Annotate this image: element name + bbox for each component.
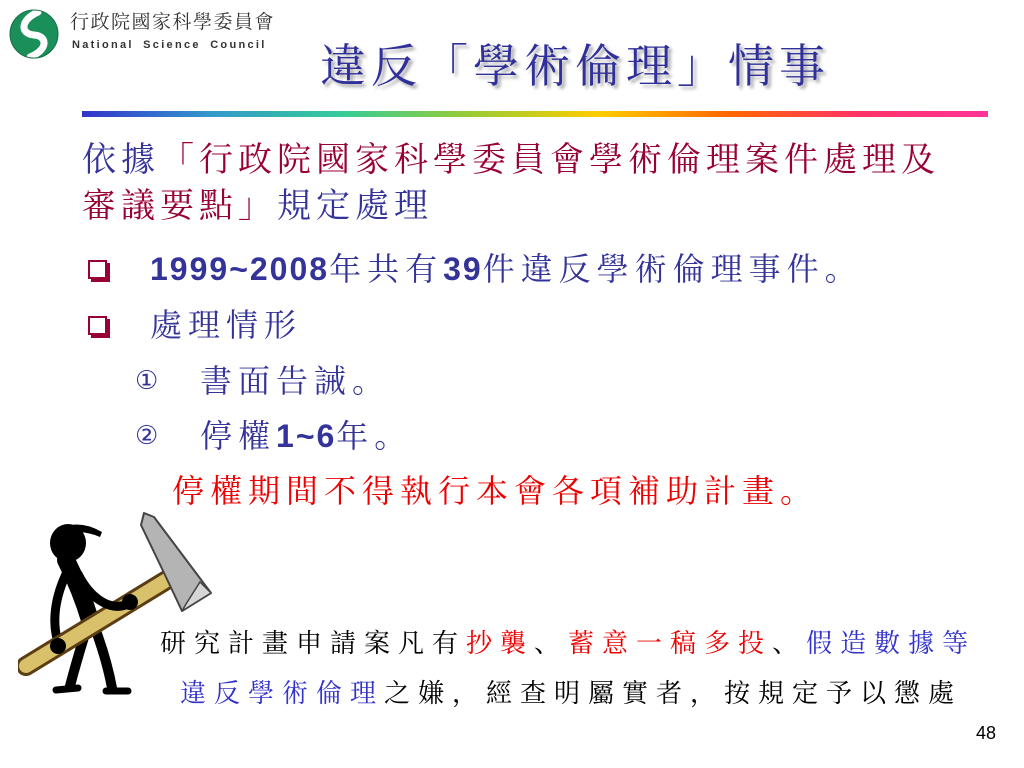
nsc-logo-icon <box>8 8 60 60</box>
square-bullet-icon <box>88 316 107 335</box>
org-name-en: National Science Council <box>72 39 267 51</box>
slide-title: 違反「學術倫理」情事 <box>320 39 830 93</box>
intro-segment: 依據 <box>82 140 160 180</box>
org-name-zh: 行政院國家科學委員會 <box>70 11 276 33</box>
statement-segment: 違反學術倫理 <box>180 679 385 709</box>
statement-segment: 之嫌，經查明屬實者，按規定予以懲處 <box>384 679 963 709</box>
intro-segment: 審議要點」 <box>82 186 277 226</box>
intro-line-2 <box>82 186 433 226</box>
page-number: 48 <box>976 723 997 743</box>
case-count: 39 <box>443 251 483 287</box>
sub-item <box>200 362 390 400</box>
sub-item-text: 停權 <box>200 417 277 455</box>
sub-item-text: 年。 <box>336 417 413 455</box>
sub-item-text: 書面告誡。 <box>200 362 391 400</box>
intro-segment: 「行政院國家科學委員會學術倫理案件處理及 <box>160 140 940 180</box>
suspension-note: 停權期間不得執行本會各項補助計畫。 <box>172 472 819 510</box>
bullet-item <box>150 306 302 344</box>
intro-segment: 規定處理 <box>277 186 433 226</box>
statement-segment: 假造數據等 <box>806 629 977 659</box>
statement-line-1 <box>160 628 976 660</box>
bullet-item <box>150 250 863 288</box>
suspension-years: 1~6 <box>276 418 337 454</box>
sub-item-marker: ① <box>135 366 159 396</box>
bullet-text: 件違反學術倫理事件。 <box>482 250 863 288</box>
year-range: 1999~2008 <box>150 251 330 287</box>
intro-line-1 <box>82 140 940 180</box>
statement-segment: 蓄意一稿多投 <box>568 629 773 659</box>
square-bullet-icon <box>88 260 107 279</box>
bullet-text: 年共有 <box>329 250 444 288</box>
statement-segment: 抄襲 <box>466 629 535 659</box>
statement-segment: 研究計畫申請案凡有 <box>160 629 467 659</box>
man-with-hammer-clipart <box>18 508 233 703</box>
title-divider <box>82 111 988 117</box>
statement-segment: 、 <box>534 629 569 659</box>
statement-line-2 <box>180 678 962 710</box>
sub-item <box>200 417 412 455</box>
bullet-text: 處理情形 <box>150 306 303 344</box>
statement-segment: 、 <box>772 629 807 659</box>
sub-item-marker: ② <box>135 421 159 451</box>
